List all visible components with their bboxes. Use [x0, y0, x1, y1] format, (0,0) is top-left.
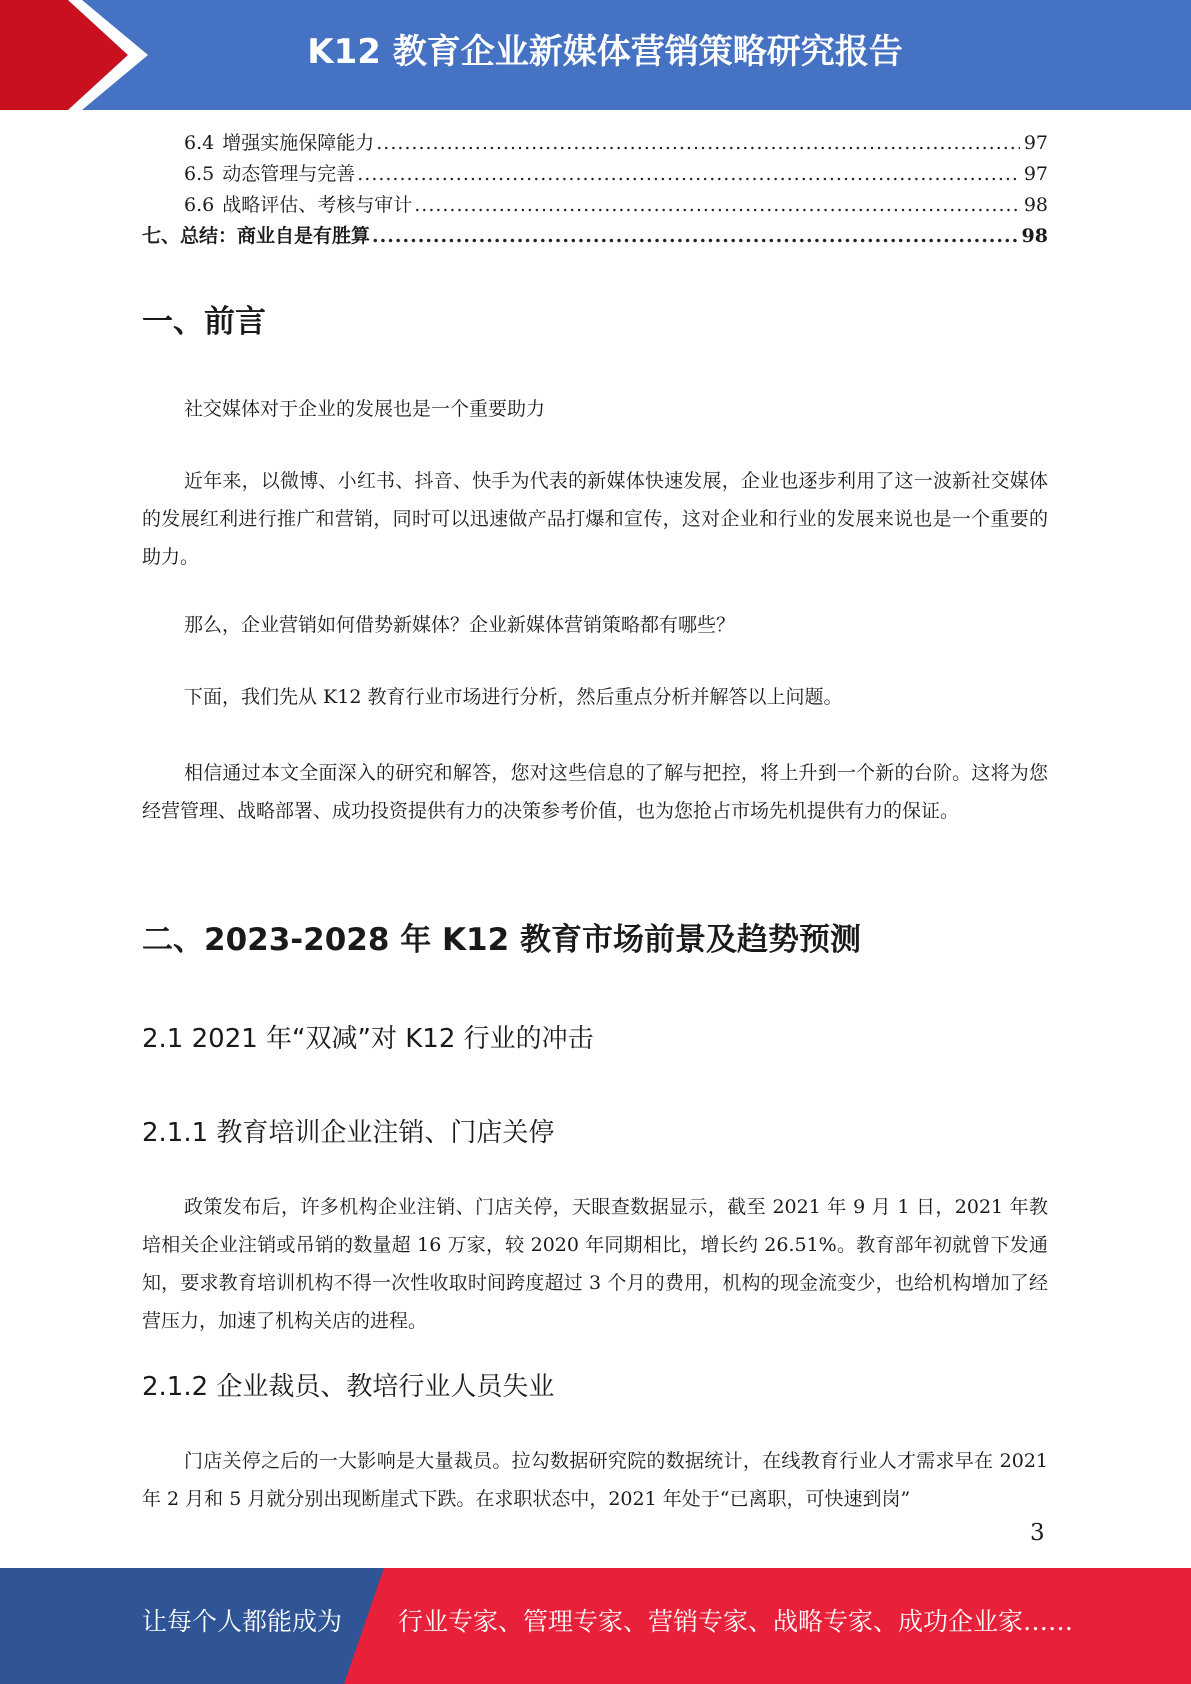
toc-item[interactable] — [142, 159, 1048, 190]
toc-item-page: 98 — [1023, 194, 1048, 216]
subsection-title: 2.1 2021 年“双减”对 K12 行业的冲击 — [142, 1024, 594, 1054]
toc-item-page: 97 — [1023, 163, 1048, 185]
paragraph: 近年来，以微博、小红书、抖音、快手为代表的新媒体快速发展，企业也逐步利用了这一波新社交媒体的发展红利进行推广和营销，同时可以迅速做产品打爆和宣传，这对企业和行业的发展来说也是一个重要的助力。 — [142, 470, 1048, 568]
toc-leader-dots — [357, 159, 1020, 190]
paragraph: 相信通过本文全面深入的研究和解答，您对这些信息的了解与把控，将上升到一个新的台阶。这将为您经营管理、战略部署、成功投资提供有力的决策参考价值，也为您抢占市场先机提供有力的保证。 — [142, 762, 1048, 822]
subsection-title: 2.1.2 企业裁员、教培行业人员失业 — [142, 1372, 555, 1402]
toc-item-label: 七、总结：商业自是有胜算 — [142, 225, 371, 247]
toc-leader-dots — [414, 190, 1020, 221]
toc-item[interactable] — [142, 190, 1048, 221]
toc-item-number: 6.6 — [184, 194, 215, 216]
toc-item-page: 98 — [1021, 225, 1048, 247]
toc-leader-dots — [376, 128, 1020, 159]
toc-item-label: 战略评估、考核与审计 — [222, 194, 413, 216]
toc-item-label: 动态管理与完善 — [222, 163, 356, 185]
page-number: 3 — [1030, 1520, 1045, 1546]
header-red-chevron-icon — [0, 0, 160, 110]
section-title-preface: 一、前言 — [142, 304, 266, 340]
toc-item[interactable] — [142, 221, 1048, 252]
paragraph: 社交媒体对于企业的发展也是一个重要助力 — [184, 398, 546, 420]
toc-leader-dots — [372, 221, 1018, 252]
toc-item-number: 6.4 — [184, 132, 215, 154]
paragraph: 政策发布后，许多机构企业注销、门店关停，天眼查数据显示，截至 2021 年 9 月 1 日，2021 年教培相关企业注销或吊销的数量超 16 万家，较 2020 年同期相比，增长约 26.51%。教育部年初就曾下发通知，要求教育培训机构不得一次性收取时间跨度超过 3 个月的费用，机构的现金流变少，也给机构增加了经营压力，加速了机构关店的进程。 — [142, 1196, 1048, 1332]
paragraph: 那么，企业营销如何借势新媒体？企业新媒体营销策略都有哪些？ — [184, 614, 736, 636]
toc-item-label: 增强实施保障能力 — [222, 132, 375, 154]
section-title-market-forecast: 二、2023-2028 年 K12 教育市场前景及趋势预测 — [142, 922, 861, 958]
paragraph: 门店关停之后的一大影响是大量裁员。拉勾数据研究院的数据统计，在线教育行业人才需求早在 2021 年 2 月和 5 月就分别出现断崖式下跌。在求职状态中，2021 年处于“已离职，可快速到岗” — [142, 1450, 1048, 1510]
paragraph: 下面，我们先从 K12 教育行业市场进行分析，然后重点分析并解答以上问题。 — [184, 686, 843, 708]
toc-item-number: 6.5 — [184, 163, 215, 185]
header-title: K12 教育企业新媒体营销策略研究报告 — [307, 32, 903, 72]
page-header — [0, 0, 1191, 110]
table-of-contents — [142, 128, 1048, 252]
footer-slogan-right: 行业专家、管理专家、营销专家、战略专家、成功企业家…… — [398, 1607, 1074, 1636]
page-footer — [0, 1568, 1191, 1684]
subsection-title: 2.1.1 教育培训企业注销、门店关停 — [142, 1118, 555, 1148]
footer-slogan-left: 让每个人都能成为 — [142, 1607, 343, 1636]
toc-item-page: 97 — [1023, 132, 1048, 154]
page-content — [142, 128, 1048, 1510]
toc-item[interactable] — [142, 128, 1048, 159]
